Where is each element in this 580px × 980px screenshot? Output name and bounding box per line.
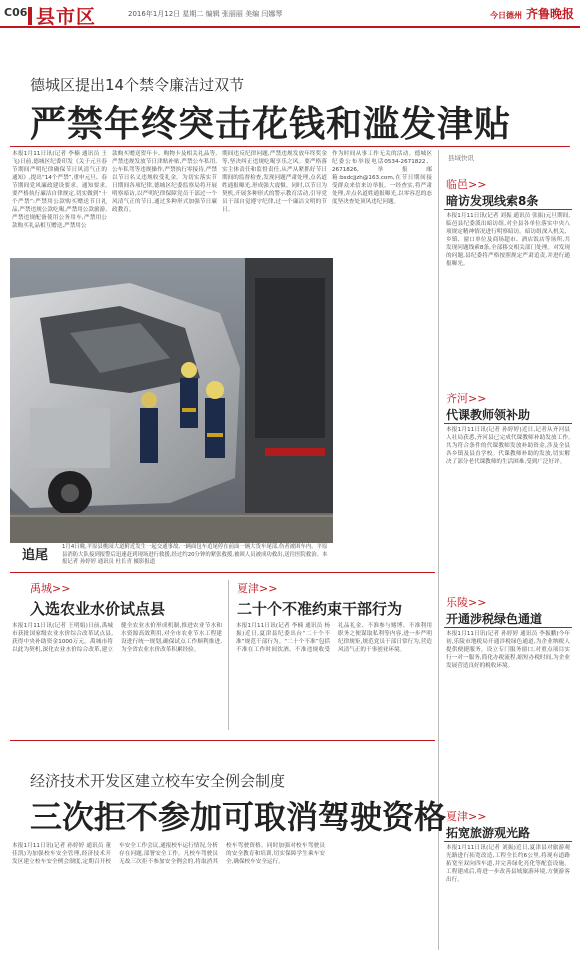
- page-number: C06: [4, 6, 28, 19]
- sidebar-item-1-rule: [444, 209, 572, 210]
- sidebar-item-2-body: 本报1月11日讯(记者 孙婷婷)近日,记者从齐河县人社局获悉,齐河县已完成代课教师补助发放工作,共为符合条件的代课教师发放补助资金,涉及全县各乡镇及县直学校。代课教师补助的发放,切实解决了部分老代课教师的生活困难,受到广泛好评。: [446, 427, 570, 465]
- sidebar-item-4-rule: [444, 841, 572, 842]
- sidebar-item-4-title: 拓宽旅游观光路: [446, 826, 531, 840]
- mid-story-2-body: 本报1月11日讯(记者 李楠 通讯员 杨振)近日,夏津县纪委出台“二十个不准”规范干部行为。“二十个不准”包括不准在工作时间饮酒、不准违规收受礼品礼金、不准参与赌博、不准利用职务之便谋取私利等内容,进一步严明纪律规矩,规范党员干部日常行为,营造风清气正的干事创业环境。: [236, 623, 432, 653]
- mid-divider: [228, 580, 229, 730]
- lead-headline: 严禁年终突击花钱和滥发津贴: [30, 103, 512, 145]
- lead-kicker: 德城区提出14个禁令廉洁过双节: [30, 76, 245, 94]
- lead-column-2: 款购买赠送贺年卡、购物卡及相关礼品等,严禁违规发放节日津贴补贴,严禁公车私用,公车私驾等违规操作,严禁执行零接待,严禁以节日名义违规收受礼金。为切实落实节日期间各项纪律,德城区纪委监察局将开展明察暗访,以严明纪律保障党员干部过一个风清气正的节日,通过多种形式加强节日廉政教育。: [112, 151, 217, 213]
- brand-main: 齐鲁晚报: [525, 7, 574, 21]
- newspaper-brand: [490, 5, 574, 22]
- mid-rule: [10, 572, 435, 573]
- sidebar-item-3-title: 开通涉税绿色通道: [446, 612, 543, 626]
- photo-caption: 1月4日晚,平原县桃园大道附近发生一起交通事故,一辆面包车追尾停在前面一辆大货车尾部,伤者被困车内。平原县消防大队接到报警后迅速赶到现场进行救援,经过约20分钟的紧张救援,被困人员被成功救出,送往医院救治。本报记者 孙婷婷 通讯员 杜长青 摄影报道: [62, 544, 328, 565]
- lead-column-4: 作为时间从事工作无关的活动。德城区纪委公布举报电话0534-2671822、2671826,举报邮箱:bsdcjjzh@163.com,在节日期间接受群众来信来访举报。一经查实,将严肃处理,并点名道姓通报曝光,以零容忍的态度坚决查处顶风违纪问题。: [332, 151, 432, 205]
- sidebar-item-2-title: 代课教师领补助: [446, 408, 531, 422]
- mid-story-2-place: 夏津>>: [237, 582, 278, 595]
- section-title: [28, 2, 96, 29]
- photo-title: 追尾: [22, 548, 49, 563]
- news-photo-crash: [10, 258, 333, 543]
- date-line: 2016年1月12日 星期二 编辑 张丽丽 美编 闫娜琴: [128, 10, 283, 18]
- sidebar-item-1-place: 临邑>>: [446, 178, 487, 191]
- sidebar-item-2-rule: [444, 423, 572, 424]
- sidebar-item-1-body: 本报1月11日讯(记者 刘振 通讯员 张振)元旦期间,临邑县纪委派出暗访组,对全县各单位落实中央八项规定精神情况进行明察暗访。暗访组深入机关、乡镇、窗口单位及商场超市、酒店饭店等场所,共发现问题线索8条,全部移交相关部门处理。对发现的问题,县纪委将严格按照规定严肃追责,并进行通报曝光。: [446, 213, 570, 267]
- sidebar-top-label: 县域快讯: [448, 154, 474, 162]
- sidebar-item-3-place: 乐陵>>: [446, 596, 487, 609]
- page-header: [0, 0, 580, 28]
- crash-scene-illustration: [10, 258, 333, 543]
- section-marker: [28, 7, 32, 25]
- mid-story-1-place: 禹城>>: [30, 582, 71, 595]
- sidebar-item-4-body: 本报1月11日讯(记者 刘振)近日,夏津县对旅游观光路进行拓宽改造,工程全长约6公里,将现有道路拓宽至双向四车道,并完善绿化亮化等配套设施。工程建成后,将进一步改善县域旅游环境,方便游客出行。: [446, 845, 570, 883]
- bottom-body: 本报1月11日讯(记者 孙婷婷 通讯员 董佳凯)为加强校车安全管理,经济技术开发区建立校车安全例会制度,定期召开校车安全工作会议,通报校车运行情况,分析存在问题,部署安全工作。凡校车驾驶员无故三次拒不参加安全例会的,将取消其校车驾驶资格。同时加强对校车驾驶员的安全教育和培训,切实保障学生乘车安全,确保校车安全运行。: [12, 843, 325, 865]
- mid-story-2-title: 二十个不准约束干部行为: [237, 600, 403, 618]
- lead-column-1: 本报1月11日讯(记者 李楠 通讯员 王飞)日前,德城区纪委印发《关于元旦春节期间严明纪律确保节日风清气正的通知》,提出“14个严禁”,重申元旦、春节期间党风廉政建设要求。通知要求,要严格执行廉洁自律规定,切实做到“十个严禁”:严禁用公款购买赠送节日礼品,严禁违规公款吃喝,严禁用公款旅游,严禁违规配备使用公务用车,严禁用公款购买礼品相互赠送,严禁用公: [12, 151, 107, 229]
- bottom-headline: 三次拒不参加可取消驾驶资格: [30, 798, 447, 836]
- sidebar-item-3-rule: [444, 627, 572, 628]
- mid-story-1-body: 本报1月11日讯(记者 王明娟)日前,禹城市获批国家级农业水价综合改革试点县,获得中央补助资金1000万元。禹城市将以此为契机,深化农业水价综合改革,建立健全农业水价形成机制,推进农业节水和水资源高效利用,对全市农业节水工程建设进行统一规划,确保试点工作顺利推进,为全省农业水价改革积累经验。: [12, 623, 222, 653]
- sidebar-item-4-place: 夏津>>: [446, 810, 487, 823]
- section-label: 县市区: [36, 6, 97, 28]
- sidebar-item-1-title: 暗访发现线索8条: [446, 194, 539, 208]
- lead-column-3: 期间违反纪律问题,严禁违规发放年终奖金等,坚决纠正违规吃喝享乐之风。要严格落实主体责任和监督责任,从严从紧抓好节日期间的监督检查,发现问题严肃处理,点名道姓通报曝光,形成强大震慑。同时,以节日为契机,开展多种形式的警示教育活动,引导党员干部自觉遵守纪律,过一个廉洁文明的节日。: [222, 151, 327, 213]
- mid-story-1-title: 入选农业水价试点县: [30, 600, 166, 618]
- bottom-rule: [10, 740, 435, 741]
- sidebar-item-3-body: 本报1月11日讯(记者 孙婷婷 通讯员 李振鹏)今年初,乐陵市地税局开通涉税绿色通道,为企业纳税人提供便捷服务。设立专门服务窗口,对重点项目实行一对一服务,简化办税流程,缩短办税时间,为企业发展营造良好的税收环境。: [446, 631, 570, 669]
- sidebar-item-2-place: 齐河>>: [446, 392, 487, 405]
- bottom-kicker: 经济技术开发区建立校车安全例会制度: [30, 772, 286, 790]
- brand-small: 今日德州: [489, 11, 522, 20]
- lead-rule: [10, 146, 570, 147]
